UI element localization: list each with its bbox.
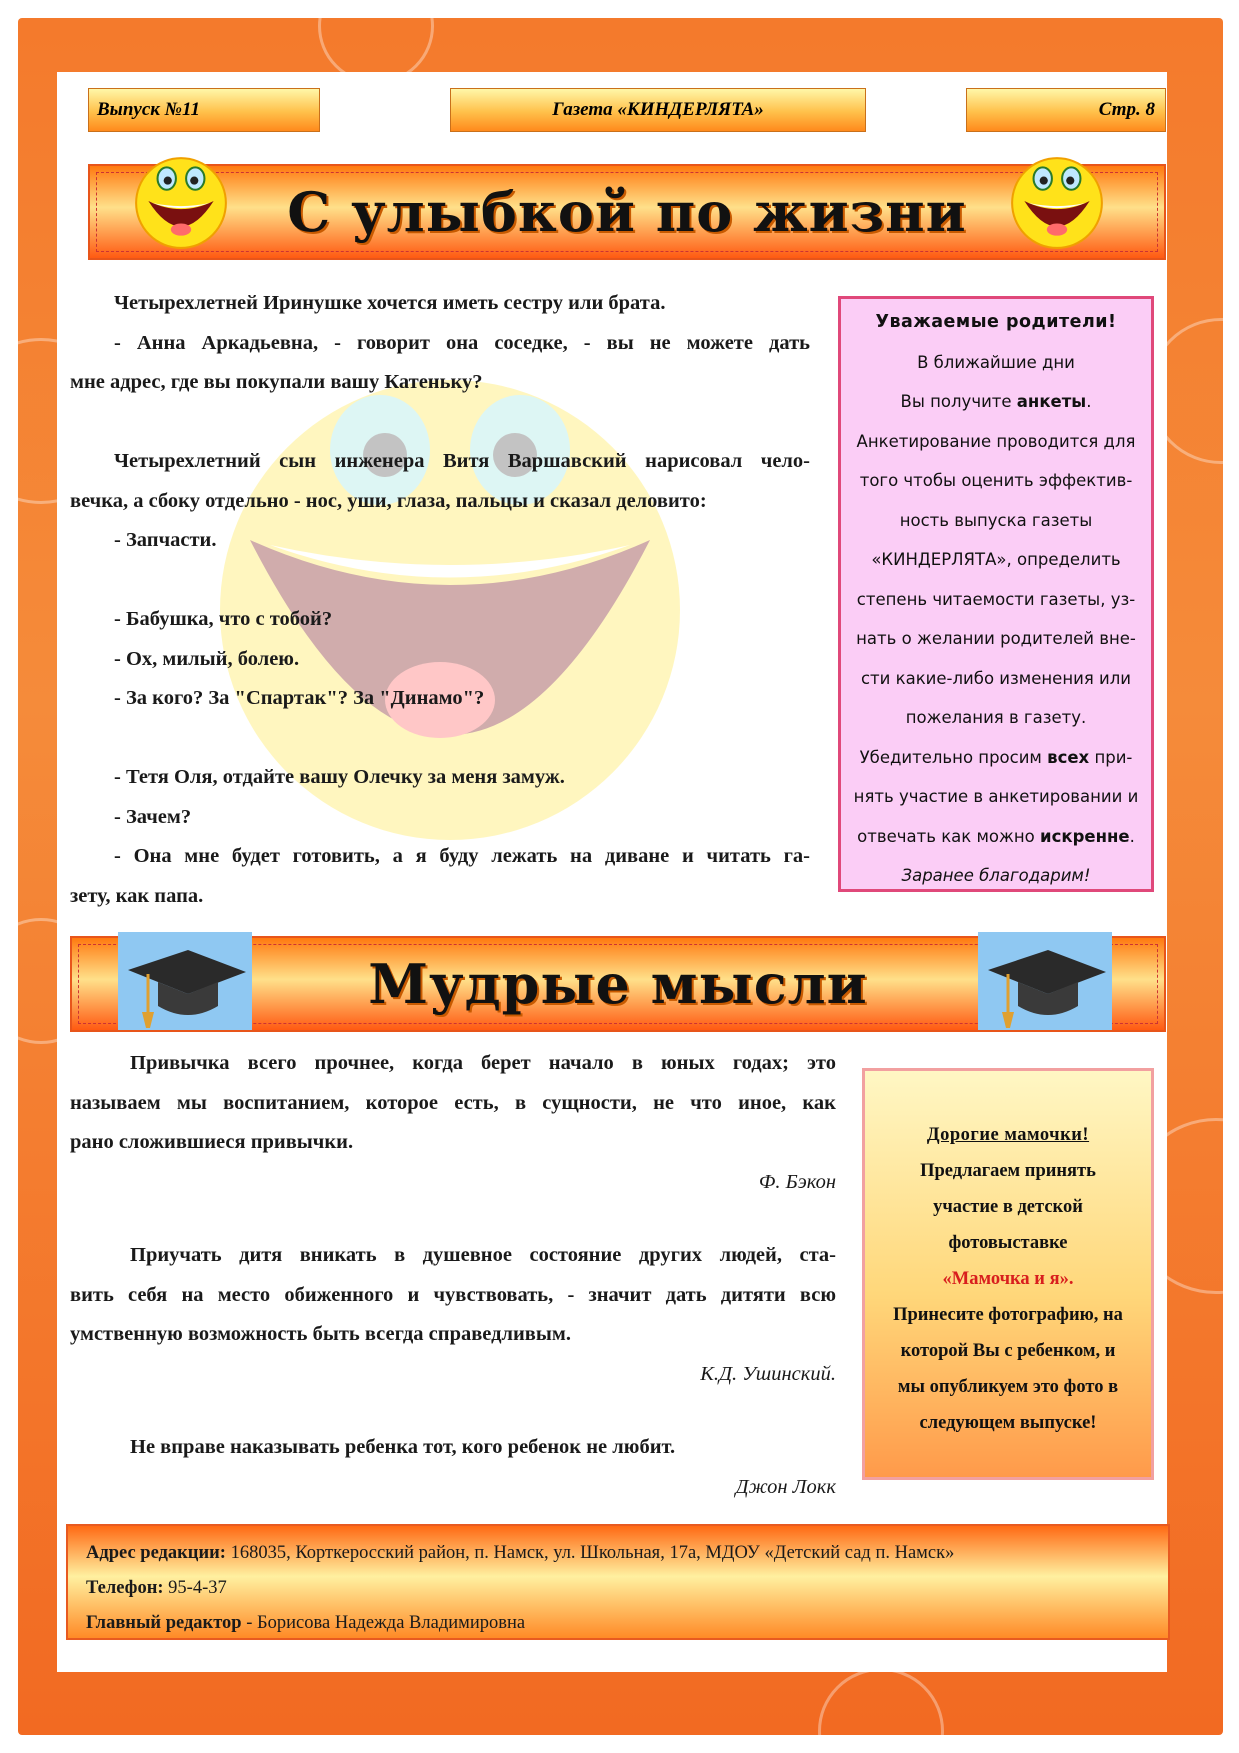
- notice-text: Вы получите: [900, 392, 1017, 411]
- section-title: С улыбкой по жизни: [287, 180, 967, 244]
- joke-line: - Зачем?: [114, 805, 192, 828]
- quote-line: вить себя на место обиженного и чувствовать, - значит дать дитяти всю: [70, 1283, 836, 1306]
- moms-notice-box: [862, 1068, 1154, 1480]
- notice-bold: анкеты: [1016, 392, 1087, 411]
- frame-swirl: [818, 1668, 944, 1735]
- notice-line: степень читаемости газеты, уз-: [856, 589, 1136, 609]
- notice-bold: искренне: [1040, 826, 1130, 846]
- quote-author: Джон Локк: [735, 1475, 836, 1498]
- quote-line: умственную возможность быть всегда справедливым.: [70, 1323, 571, 1345]
- editor-label: Главный редактор: [86, 1613, 242, 1633]
- joke-line: - За кого? За "Спартак"? За "Динамо"?: [114, 687, 485, 709]
- notice-text: Убедительно просим: [859, 747, 1048, 767]
- footer-address: [86, 1536, 1150, 1571]
- notice-line: [841, 738, 1151, 778]
- moms-line: которой Вы с ребенком, и: [900, 1341, 1116, 1361]
- quote-line: Не вправе наказывать ребенка тот, кого ребенок не любит.: [130, 1436, 676, 1458]
- notice-thanks: Заранее благодарим!: [901, 866, 1091, 885]
- newspaper-label: Газета «КИНДЕРЛЯТА»: [552, 99, 764, 120]
- joke-line: Четырехлетний сын инженера Витя Варшавский нарисовал чело-: [114, 450, 810, 472]
- joke-line: зету, как папа.: [70, 884, 204, 907]
- notice-line: В ближайшие дни: [917, 352, 1075, 372]
- quote-author: К.Д. Ушинский.: [700, 1362, 836, 1385]
- smiley-icon: [1006, 150, 1108, 252]
- parents-notice-box: [838, 296, 1154, 892]
- phone-value: 95-4-37: [163, 1578, 227, 1598]
- newspaper-title: [450, 88, 866, 132]
- phone-label: Телефон:: [86, 1578, 164, 1598]
- notice-bold: всех: [1047, 747, 1090, 767]
- page-label: Стр. 8: [1098, 99, 1155, 120]
- banner-smile: [88, 164, 1166, 260]
- page-number: [966, 88, 1166, 132]
- notice-line: «КИНДЕРЛЯТА», определить: [871, 550, 1121, 569]
- notice-text: при-: [1089, 747, 1133, 767]
- issue-number: [88, 88, 320, 132]
- joke-line: - Ох, милый, болею.: [114, 647, 300, 670]
- joke-line: вечка, а сбоку отдельно - нос, уши, глаза, пальцы и сказал деловито:: [70, 489, 707, 512]
- section-title: Мудрые мысли: [368, 952, 868, 1016]
- quote-line: называем мы воспитанием, которое есть, в сущности, не что иное, как: [70, 1091, 836, 1114]
- notice-text: отвечать как можно: [857, 826, 1041, 846]
- editorial-footer: [66, 1524, 1170, 1640]
- joke-line: Четырехлетней Иринушке хочется иметь сестру или брата.: [114, 292, 666, 314]
- notice-line: [841, 817, 1151, 857]
- parents-heading: Уважаемые родители!: [875, 312, 1117, 332]
- issue-label: Выпуск №11: [97, 99, 201, 120]
- moms-line: следующем выпуске!: [919, 1413, 1097, 1433]
- quote-author: Ф. Бэкон: [758, 1170, 836, 1193]
- jokes-column: [70, 284, 810, 916]
- smiley-icon: [130, 150, 232, 252]
- graduation-cap-icon: [118, 932, 252, 1030]
- notice-line: нать о желании родителей вне-: [856, 629, 1136, 648]
- notice-line: [841, 382, 1151, 422]
- notice-line: пожелания в газету.: [905, 708, 1087, 727]
- joke-line: - Бабушка, что с тобой?: [114, 608, 333, 630]
- quote-line: Приучать дитя вникать в душевное состояние других людей, ста-: [130, 1244, 836, 1266]
- notice-line: нять участие в анкетировании и: [853, 787, 1139, 806]
- moms-line: Принесите фотографию, на: [893, 1305, 1123, 1325]
- notice-line: того чтобы оценить эффектив-: [859, 471, 1133, 490]
- quote-line: Привычка всего прочнее, когда берет начало в юных годах; это: [130, 1052, 836, 1074]
- footer-editor: [86, 1606, 1150, 1641]
- notice-line: Анкетирование проводится для: [856, 431, 1136, 451]
- address-label: Адрес редакции:: [86, 1543, 226, 1563]
- moms-line: фотовыставке: [948, 1233, 1068, 1253]
- joke-line: мне адрес, где вы покупали вашу Катеньку?: [70, 371, 483, 393]
- moms-heading: Дорогие мамочки!: [926, 1125, 1090, 1145]
- quote-line: рано сложившиеся привычки.: [70, 1131, 354, 1153]
- quotes-column: [70, 1044, 836, 1507]
- moms-line: участие в детской: [933, 1197, 1083, 1217]
- joke-line: - Анна Аркадьевна, - говорит она соседке, - вы не можете дать: [114, 331, 810, 354]
- address-value: 168035, Корткеросский район, п. Намск, ул. Школьная, 17а, МДОУ «Детский сад п. Намск»: [225, 1543, 955, 1563]
- moms-line: мы опубликуем это фото в: [897, 1377, 1119, 1397]
- joke-line: - Тетя Оля, отдайте вашу Олечку за меня замуж.: [114, 766, 565, 788]
- notice-text: .: [1086, 392, 1092, 411]
- editor-value: - Борисова Надежда Владимировна: [241, 1613, 526, 1633]
- graduation-cap-icon: [978, 932, 1112, 1030]
- footer-phone: [86, 1571, 1150, 1606]
- notice-line: сти какие-либо изменения или: [860, 668, 1132, 688]
- joke-line: - Запчасти.: [114, 529, 217, 551]
- notice-text: .: [1129, 826, 1135, 846]
- contest-name: «Мамочка и я».: [942, 1269, 1074, 1289]
- notice-line: ность выпуска газеты: [899, 510, 1093, 530]
- joke-line: - Она мне будет готовить, а я буду лежать на диване и читать га-: [114, 845, 810, 867]
- moms-line: Предлагаем принять: [920, 1161, 1096, 1181]
